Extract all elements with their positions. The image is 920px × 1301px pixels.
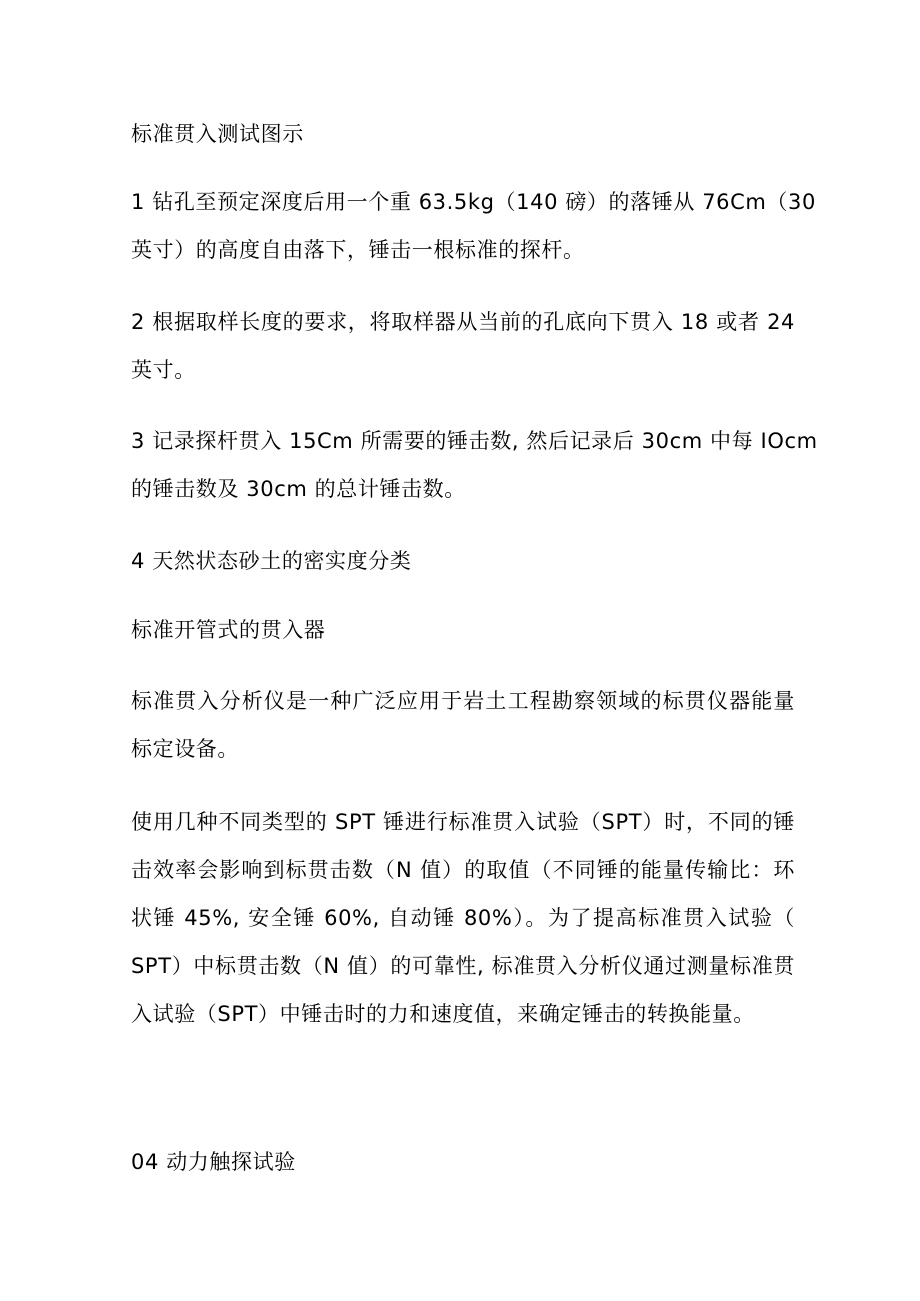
spt-line-1: 使用几种不同类型的 SPT 锤进行标准贯入试验（SPT）时，不同的锤 — [131, 810, 795, 834]
spt-line-5: 入试验（SPT）中锤击时的力和速度值，来确定锤击的转换能量。 — [131, 1002, 755, 1026]
step-2-line-1: 2 根据取样长度的要求，将取样器从当前的孔底向下贯入 18 或者 24 — [131, 310, 795, 334]
step-3-line-2: 的锤击数及 30cm 的总计锤击数。 — [131, 477, 466, 501]
step-2-line-2: 英寸。 — [131, 358, 196, 382]
section-title: 04 动力触探试验 — [131, 1150, 296, 1174]
analyzer-line-2: 标定设备。 — [131, 737, 239, 761]
spt-line-4: SPT）中标贯击数（N 值）的可靠性, 标准贯入分析仪通过测量标准贯 — [131, 954, 795, 978]
step-1-line-2: 英寸）的高度自由落下，锤击一根标准的探杆。 — [131, 238, 585, 262]
step-3-line-1: 3 记录探杆贯入 15Cm 所需要的锤击数, 然后记录后 30cm 中每 IOcm — [131, 429, 818, 453]
step-2-paragraph — [131, 298, 795, 394]
step-3-paragraph — [131, 417, 818, 513]
step-1-paragraph — [131, 178, 816, 274]
sampler-heading: 标准开管式的贯入器 — [131, 618, 326, 642]
step-1-line-1: 1 钻孔至预定深度后用一个重 63.5kg（140 磅）的落锤从 76Cm（30 — [131, 190, 816, 214]
spt-paragraph — [131, 798, 795, 1038]
analyzer-paragraph — [131, 677, 795, 773]
diagram-heading: 标准贯入测试图示 — [131, 122, 304, 146]
spt-line-3: 状锤 45%, 安全锤 60%, 自动锤 80%）。为了提高标准贯入试验（ — [131, 906, 795, 930]
analyzer-line-1: 标准贯入分析仪是一种广泛应用于岩土工程勘察领域的标贯仪器能量 — [131, 689, 795, 713]
step-4-paragraph: 4 天然状态砂土的密实度分类 — [131, 549, 412, 573]
spt-line-2: 击效率会影响到标贯击数（N 值）的取值（不同锤的能量传输比：环 — [131, 858, 795, 882]
